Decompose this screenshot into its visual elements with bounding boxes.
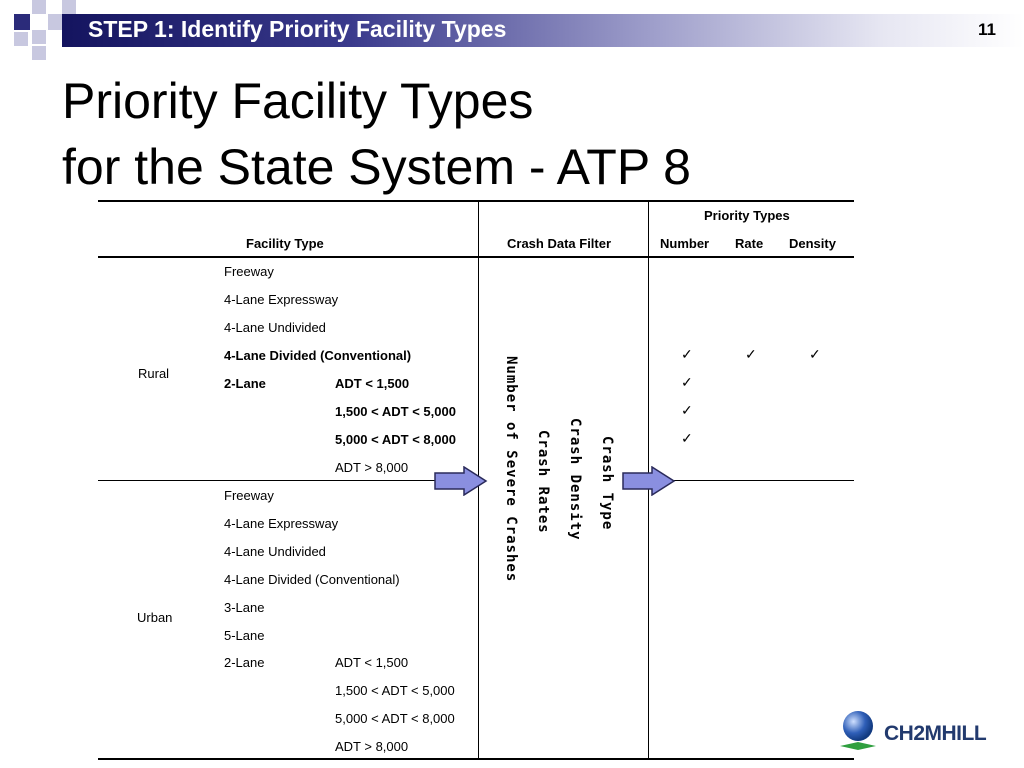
number-header: Number: [660, 236, 710, 251]
rate-header: Rate: [735, 236, 764, 251]
table-row-facility: 4-Lane Undivided: [224, 320, 326, 335]
table-row-facility: 4-Lane Expressway: [224, 292, 339, 307]
title-line-1: Priority Facility Types: [62, 73, 534, 129]
table-row-adt: ADT > 8,000: [335, 739, 409, 754]
check-icon: ✓: [681, 346, 693, 362]
logo-text: CH2MHILL: [884, 722, 987, 745]
title-line-2: for the State System - ATP 8: [62, 139, 691, 195]
decorative-square: [32, 30, 46, 44]
table-row-adt: 5,000 < ADT < 8,000: [335, 711, 455, 726]
crash-filter-label: Number of Severe Crashes: [503, 356, 519, 583]
table-row-facility: 4-Lane Undivided: [224, 544, 326, 559]
crash-filter-label: Crash Rates: [535, 430, 551, 534]
table-row-facility: 4-Lane Divided (Conventional): [224, 572, 400, 587]
slide-number: 11: [978, 20, 996, 39]
group-label-urban: Urban: [137, 610, 173, 625]
page-title: [62, 68, 691, 200]
check-icon: ✓: [681, 430, 693, 446]
crash-data-filter-header: Crash Data Filter: [507, 236, 612, 251]
check-icon: ✓: [809, 346, 821, 362]
table-row-adt: 1,500 < ADT < 5,000: [335, 683, 455, 698]
table-bottom-border: [98, 758, 854, 760]
check-icon: ✓: [681, 374, 693, 390]
density-header: Density: [789, 236, 836, 251]
table-row-facility: Freeway: [224, 488, 274, 503]
decorative-square: [32, 0, 46, 14]
table-row-adt: ADT < 1,500: [335, 655, 409, 670]
priority-types-header: Priority Types: [704, 208, 790, 223]
crash-filter-label: Crash Density: [567, 418, 583, 541]
right-arrow-icon: [434, 466, 488, 496]
ch2mhill-logo-icon: [838, 708, 880, 758]
check-icon: ✓: [681, 402, 693, 418]
table-header-border: [98, 256, 854, 258]
table-row-adt: 1,500 < ADT < 5,000: [335, 404, 456, 419]
group-divider-right: [648, 480, 854, 481]
banner-title: STEP 1: Identify Priority Facility Types: [88, 16, 507, 42]
decorative-square: [62, 0, 76, 14]
table-row-facility: 2-Lane: [224, 655, 265, 670]
facility-type-header: Facility Type: [246, 236, 324, 251]
table-row-adt: 5,000 < ADT < 8,000: [335, 432, 456, 447]
table-row-facility: 4-Lane Expressway: [224, 516, 339, 531]
right-arrow-icon: [622, 466, 676, 496]
table-row-adt: ADT > 8,000: [335, 460, 409, 475]
group-label-rural: Rural: [138, 366, 170, 381]
table-row-facility: 2-Lane: [224, 376, 266, 391]
table-row-facility: Freeway: [224, 264, 274, 279]
decorative-square: [32, 46, 46, 60]
group-divider: [98, 480, 478, 481]
table-row-facility: 3-Lane: [224, 600, 265, 615]
table-row-facility: 4-Lane Divided (Conventional): [224, 348, 412, 363]
decorative-square: [48, 14, 62, 30]
check-icon: ✓: [745, 346, 757, 362]
decorative-square: [14, 32, 28, 46]
crash-filter-label: Crash Type: [599, 436, 615, 531]
table-row-adt: ADT < 1,500: [335, 376, 410, 391]
table-row-facility: 5-Lane: [224, 628, 265, 643]
decorative-square: [14, 14, 30, 30]
table-top-border: [98, 200, 854, 202]
